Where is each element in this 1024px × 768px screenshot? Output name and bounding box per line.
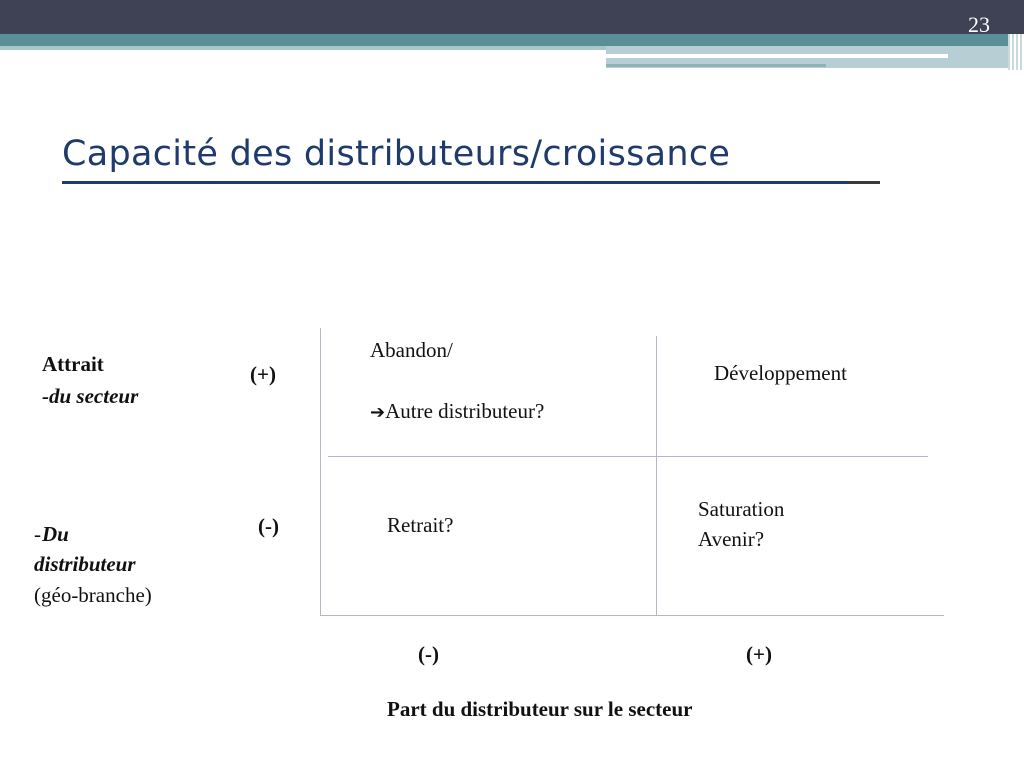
y-axis-label-attrait: Attrait bbox=[42, 352, 104, 376]
x-axis-low: (-) bbox=[418, 642, 439, 666]
y-axis-label-distributeur: distributeur bbox=[34, 552, 136, 576]
quadrant-bottom-right-avenir: Avenir? bbox=[698, 527, 765, 551]
quadrant-top-left-autre bbox=[370, 396, 544, 428]
matrix-left-border bbox=[320, 328, 321, 616]
header-bar bbox=[0, 0, 1024, 34]
matrix-middle-divider bbox=[656, 336, 657, 616]
x-axis-label: Part du distributeur sur le secteur bbox=[387, 697, 693, 721]
slide-number: 23 bbox=[968, 12, 990, 37]
header-edge-stripes bbox=[1008, 34, 1024, 70]
y-axis-label-secteur: -du secteur bbox=[42, 384, 139, 408]
quadrant-bottom-right-saturation: Saturation bbox=[698, 497, 785, 521]
header-step-line bbox=[606, 64, 826, 67]
quadrant-top-right-developpement: Développement bbox=[714, 361, 847, 385]
header-step-gap bbox=[606, 54, 948, 58]
x-axis-high: (+) bbox=[746, 642, 772, 666]
slide-title: Capacité des distributeurs/croissance bbox=[62, 134, 731, 174]
y-axis-low: (-) bbox=[258, 514, 279, 538]
matrix-bottom-border bbox=[320, 615, 944, 616]
y-axis-label-dash: - bbox=[34, 522, 41, 546]
y-axis-high: (+) bbox=[250, 362, 276, 386]
title-underline-tail bbox=[848, 181, 880, 184]
quadrant-top-left-abandon: Abandon/ bbox=[370, 338, 453, 362]
quadrant-top-left-autre-label: Autre distributeur? bbox=[385, 399, 545, 423]
header-band bbox=[0, 34, 1008, 46]
quadrant-bottom-left-retrait: Retrait? bbox=[387, 513, 454, 537]
y-axis-label-du: Du bbox=[42, 522, 69, 546]
arrow-right-icon: ➔ bbox=[370, 402, 386, 423]
y-axis-label-geo-branche: (géo-branche) bbox=[34, 583, 152, 607]
title-underline bbox=[62, 181, 848, 184]
matrix-middle-line bbox=[328, 456, 928, 457]
